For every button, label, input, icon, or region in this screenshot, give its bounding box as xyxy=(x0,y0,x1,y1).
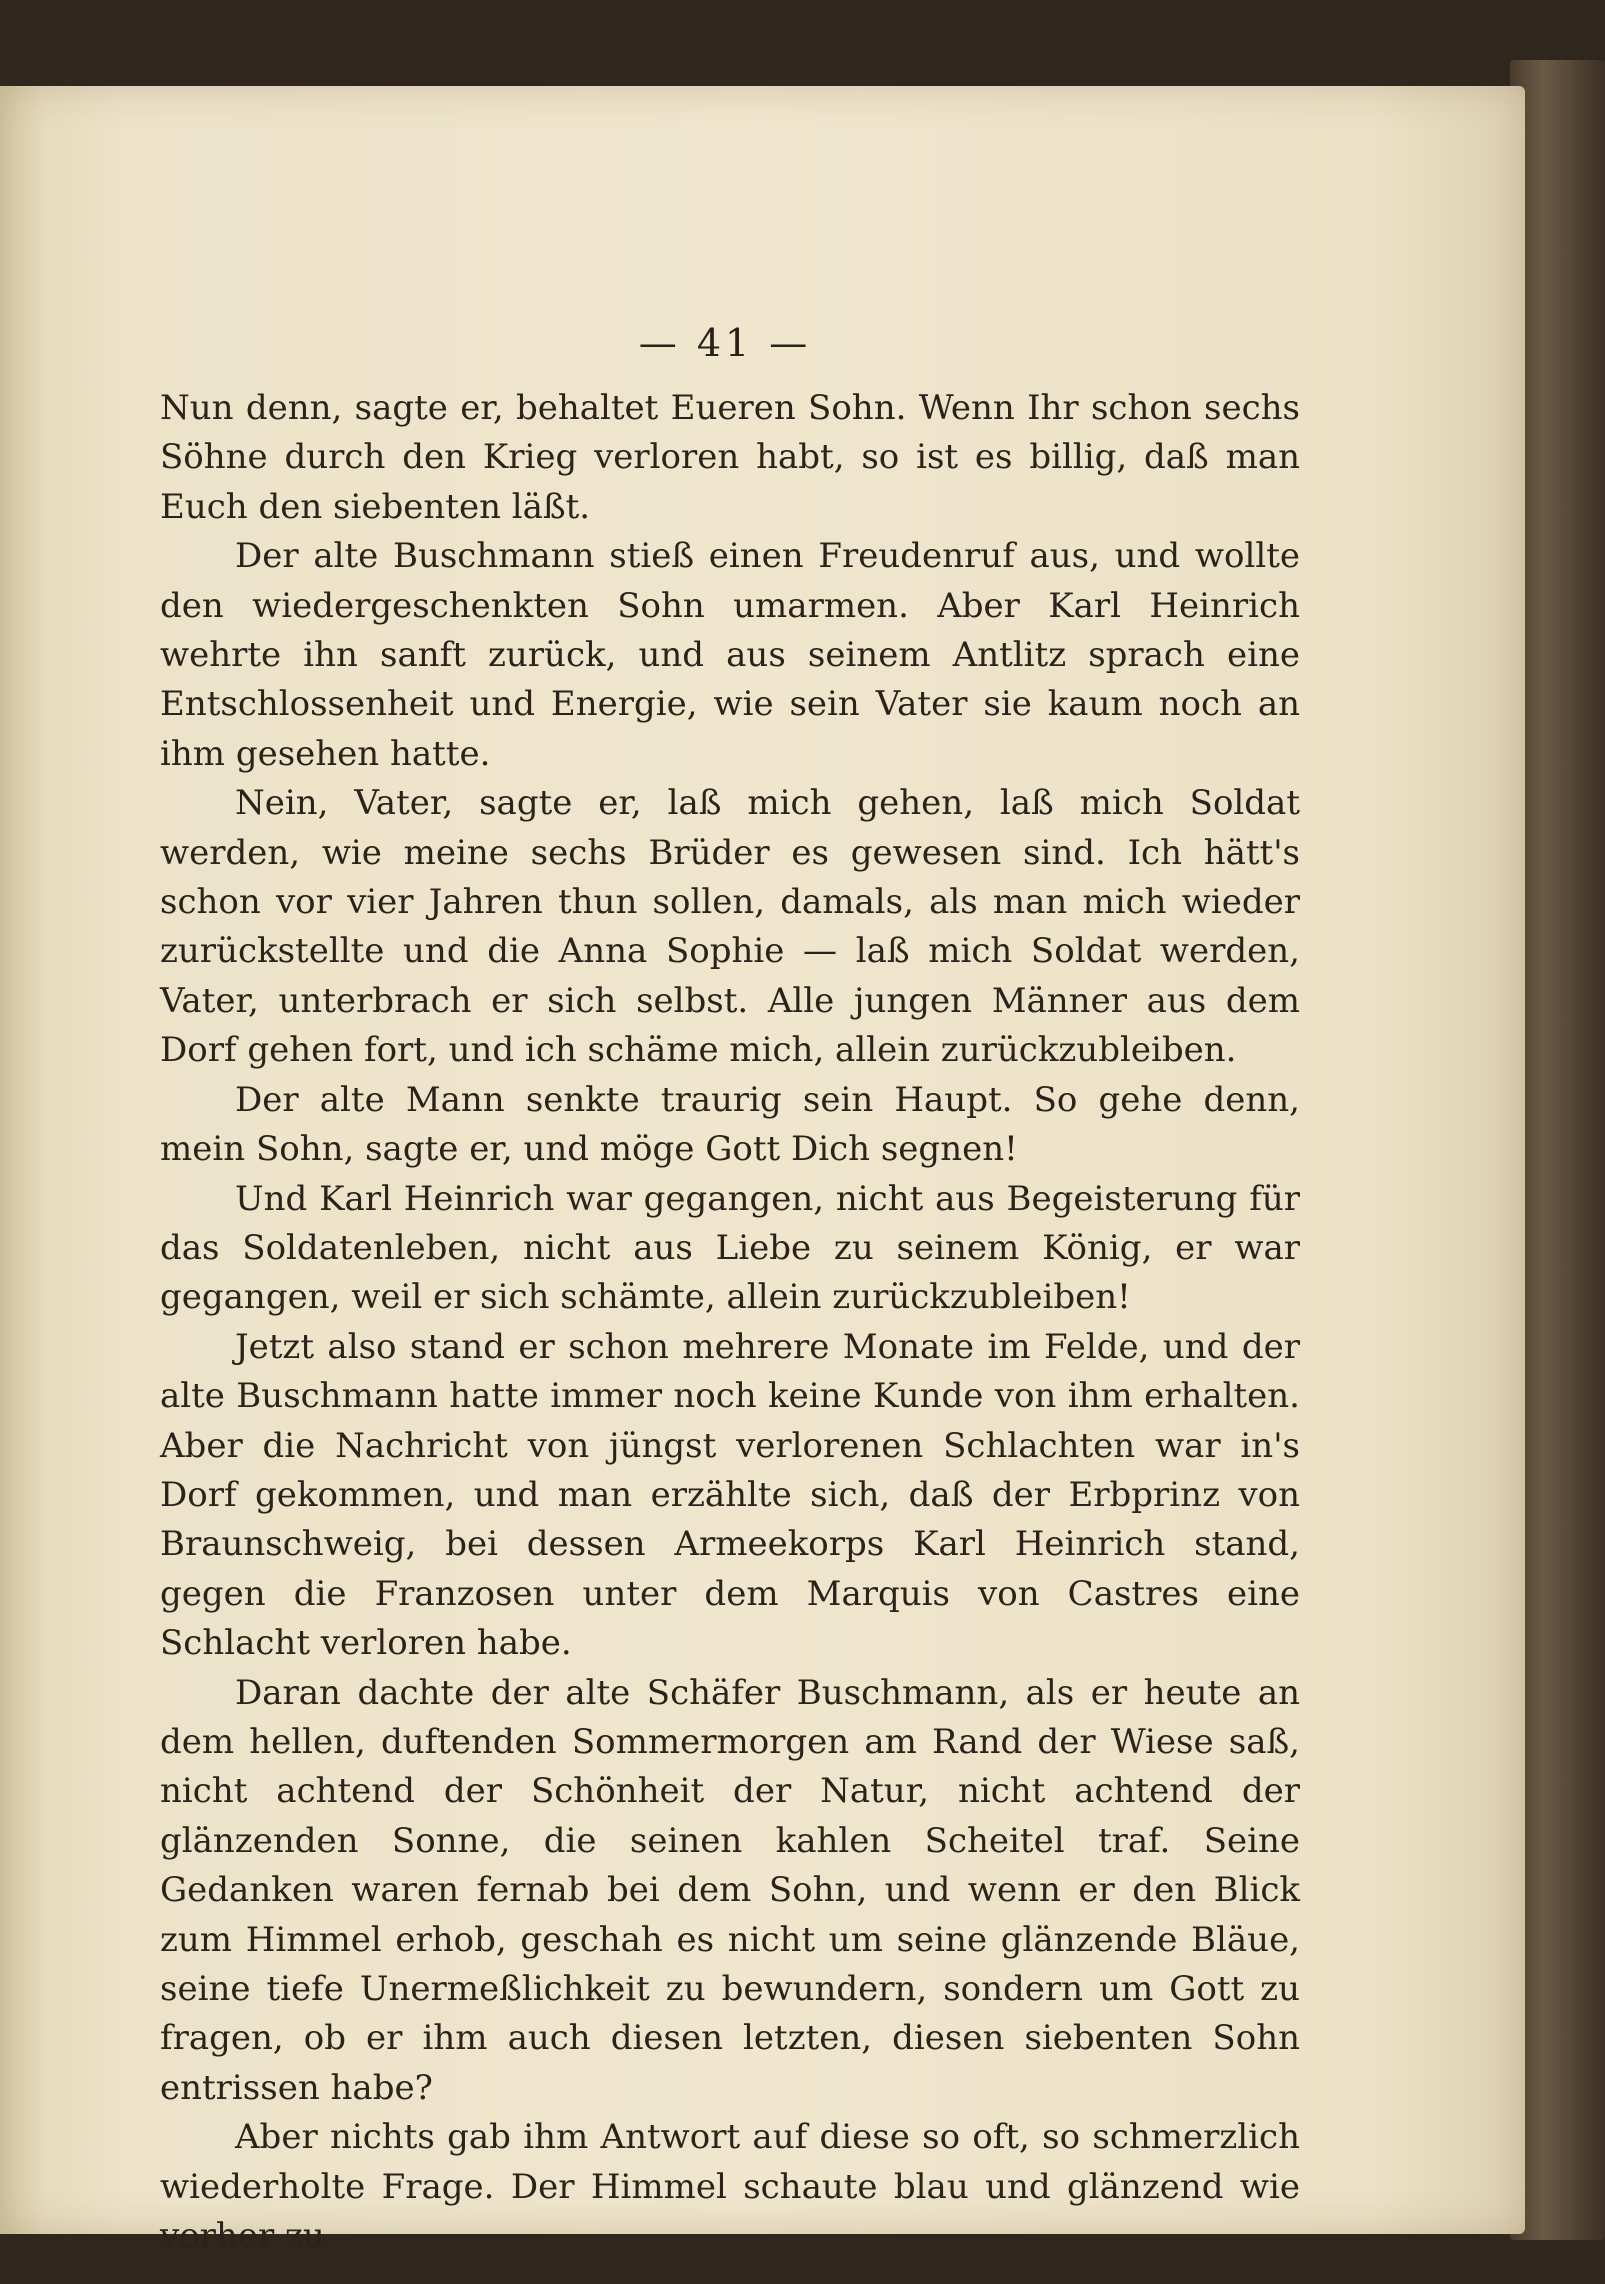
paragraph: Nein, Vater, sagte er, laß mich gehen, laß mich Soldat werden, wie meine sechs Brüder es gewesen sind. Ich hätt's schon vor vier Jahren thun sollen, damals, als man mich wieder zurückstellte und die Anna Sophie — laß mich Soldat werden, Vater, unterbrach er sich selbst. Alle jungen Männer aus dem Dorf gehen fort, und ich schäme mich, allein zurückzubleiben. xyxy=(160,783,1300,1071)
paragraph: Der alte Mann senkte traurig sein Haupt. So gehe denn, mein Sohn, sagte er, und möge Gott Dich segnen! xyxy=(160,1079,1300,1170)
paragraph: Und Karl Heinrich war gegangen, nicht aus Begeisterung für das Soldatenleben, nicht aus Liebe zu seinem König, er war gegangen, weil er sich schämte, allein zurückzubleiben! xyxy=(160,1178,1300,1318)
page-body xyxy=(160,384,1300,2261)
paragraph: Aber nichts gab ihm Antwort auf diese so oft, so schmerzlich wiederholte Frage. Der Himmel schaute blau und glänzend wie vorher zu xyxy=(160,2117,1300,2257)
paragraph: Nun denn, sagte er, behaltet Eueren Sohn. Wenn Ihr schon sechs Söhne durch den Krieg verloren habt, so ist es billig, daß man Euch den siebenten läßt. xyxy=(160,388,1300,527)
page-number: — 41 — xyxy=(638,321,812,365)
paragraph: Jetzt also stand er schon mehrere Monate im Felde, und der alte Buschmann hatte immer noch keine Kunde von ihm erhalten. Aber die Nachricht von jüngst verlorenen Schlachten war in's Dorf gekommen, und man erzählte sich, daß der Erbprinz von Braunschweig, bei dessen Armeekorps Karl Heinrich stand, gegen die Franzosen unter dem Marquis von Castres eine Schlacht verloren habe. xyxy=(160,1326,1300,1664)
paragraph: Der alte Buschmann stieß einen Freudenruf aus, und wollte den wiedergeschenkten Sohn umarmen. Aber Karl Heinrich wehrte ihn sanft zurück, und aus seinem Antlitz sprach eine Entschlossenheit und Energie, wie sein Vater sie kaum noch an ihm gesehen hatte. xyxy=(160,536,1300,774)
paragraph: Daran dachte der alte Schäfer Buschmann, als er heute an dem hellen, duftenden Sommermorgen am Rand der Wiese saß, nicht achtend der Schönheit der Natur, nicht achtend der glänzenden Sonne, die seinen kahlen Scheitel traf. Seine Gedanken waren fernab bei dem Sohn, und wenn er den Blick zum Himmel erhob, geschah es nicht um seine glänzende Bläue, seine tiefe Unermeßlichkeit zu bewundern, sondern um Gott zu fragen, ob er ihm auch diesen letzten, diesen siebenten Sohn entrissen habe? xyxy=(160,1672,1300,2108)
book-page xyxy=(0,86,1525,2257)
